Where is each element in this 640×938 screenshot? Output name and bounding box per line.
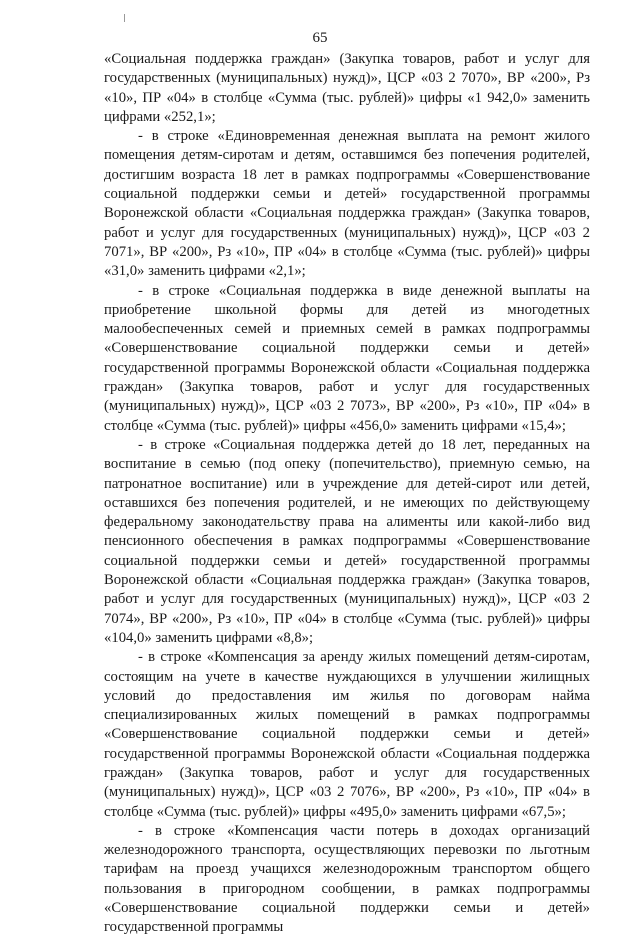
scan-mark	[124, 14, 125, 22]
document-body	[104, 50, 590, 938]
paragraph-item: - в строке «Социальная поддержка детей до 18 лет, переданных на воспитание в семью (под опеку (попечительство), приемную семью, на патронатное воспитание) или в учреждение для детей-сирот или детей, оставшихся без попечения родителей, и не имеющих по действующему федеральному законодательству права на алименты или какой-либо вид пенсионного обеспечения в рамках подпрограммы «Совершенствование социальной поддержки семьи и детей» государственной программы Воронежской области «Социальная поддержка граждан» (Закупка товаров, работ и услуг для государственных (муниципальных) нужд)», ЦСР «03 2 7074», ВР «200», Рз «10», ПР «04» в столбце «Сумма (тыс. рублей)» цифры «104,0» заменить цифрами «8,8»;	[104, 436, 590, 646]
paragraph-continuation: «Социальная поддержка граждан» (Закупка товаров, работ и услуг для государственных (муниципальных) нужд)», ЦСР «03 2 7070», ВР «200», Рз «10», ПР «04» в столбце «Сумма (тыс. рублей)» цифры «1 942,0» заменить цифрами «252,1»;	[104, 51, 590, 125]
paragraph-item: - в строке «Социальная поддержка в виде денежной выплаты на приобретение школьной формы для детей из многодетных малообеспеченных семей и приемных семей в рамках подпрограммы «Совершенствование социальной поддержки семьи и детей» государственной программы Воронежской области «Социальная поддержка граждан» (Закупка товаров, работ и услуг для государственных (муниципальных) нужд)», ЦСР «03 2 7073», ВР «200», Рз «10», ПР «04» в столбце «Сумма (тыс. рублей)» цифры «456,0» заменить цифрами «15,4»;	[104, 282, 590, 434]
page-number: 65	[312, 30, 328, 46]
paragraph-item: - в строке «Компенсация части потерь в доходах организаций железнодорожного транспорта, осуществляющих перевозки по льготным тарифам на проезд учащихся железнодорожным транспортом общего пользования в пригородном сообщении, в рамках подпрограммы «Совершенствование социальной поддержки семьи и детей» государственной программы	[104, 822, 590, 936]
paragraph-item: - в строке «Единовременная денежная выплата на ремонт жилого помещения детям-сиротам и детям, оставшимся без попечения родителей, достигшим возраста 18 лет в рамках подпрограммы «Совершенствование социальной поддержки семьи и детей» государственной программы Воронежской области «Социальная поддержка граждан» (Закупка товаров, работ и услуг для государственных (муниципальных) нужд)», ЦСР «03 2 7071», ВР «200», Рз «10», ПР «04» в столбце «Сумма (тыс. рублей)» цифры «31,0» заменить цифрами «2,1»;	[104, 128, 590, 280]
paragraph-item: - в строке «Компенсация за аренду жилых помещений детям-сиротам, состоящим на учете в качестве нуждающихся в улучшении жилищных условий до предоставления им жилья по договорам найма специализированных жилых помещений в рамках подпрограммы «Совершенствование социальной поддержки семьи и детей» государственной программы Воронежской области «Социальная поддержка граждан» (Закупка товаров, работ и услуг для государственных (муниципальных) нужд)», ЦСР «03 2 7076», ВР «200», Рз «10», ПР «04» в столбце «Сумма (тыс. рублей)» цифры «495,0» заменить цифрами «67,5»;	[104, 649, 590, 820]
